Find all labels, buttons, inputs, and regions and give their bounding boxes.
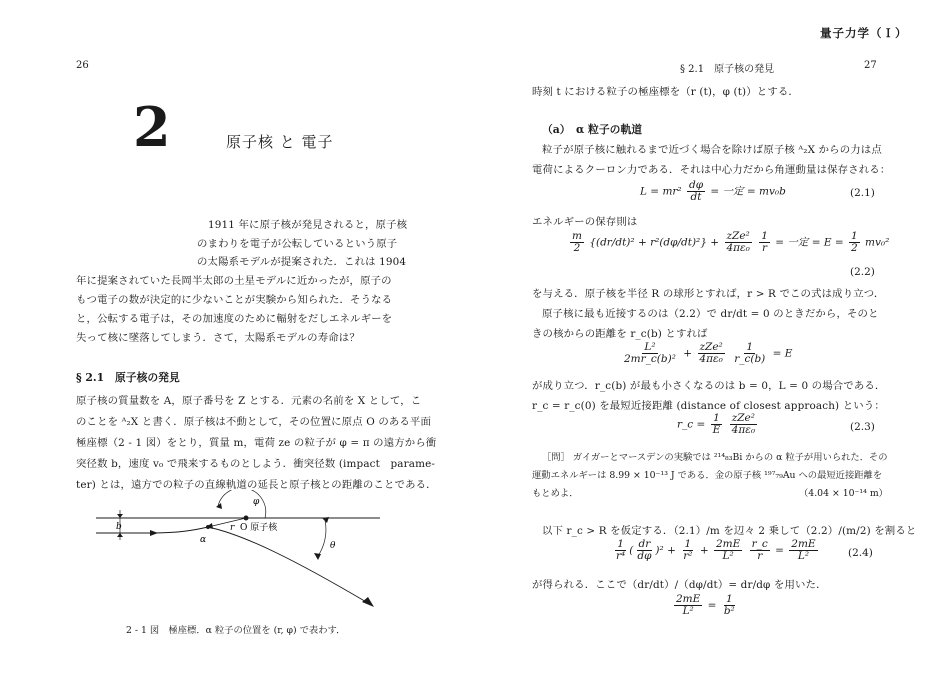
- left-page: [0, 0, 470, 685]
- intro-line: 年に提案されていた長岡半太郎の土星モデルに近かったが，原子の: [76, 275, 392, 287]
- r-label: r: [230, 523, 235, 533]
- equation-2-1: L = mr² $\frac{d\varphi}{dt}$ = 一定 = mv₀b: [640, 179, 786, 204]
- body-line: のことを ᴬ₂X と書く．原子核は不動として，その位置に原点 O のある平面: [76, 416, 432, 428]
- body-line: 原子核に最も近接するのは（2.2）で dr/dt = 0 のときだから，そのと: [542, 308, 879, 320]
- phi-label: φ: [253, 497, 260, 507]
- equation-number: (2.2): [850, 266, 875, 278]
- body-line: 極座標（2 - 1 図）をとり，質量 m，電荷 ze の粒子が φ = π の遠方から衝: [76, 437, 437, 449]
- body-line: を与える．原子核を半径 R の球形とすれば，r > R でこの式は成り立つ．: [532, 288, 885, 300]
- body-line: 粒子が原子核に触れるまで近づく場合を除けば原子核 ᴬ₂X からの力は点: [542, 144, 882, 156]
- section-heading: § 2.1 原子核の発見: [76, 371, 180, 384]
- problem-line: 運動エネルギーは 8.99 × 10⁻¹³ J である．金の原子核 ¹⁹⁷₇₉Au への最短近接距離を: [532, 470, 883, 481]
- figure-caption: 2 - 1 図 極座標．α 粒子の位置を (r, φ) で表わす．: [126, 625, 346, 636]
- intro-line: 失って核に墜落してしまう．さて，太陽系モデルの寿命は？: [76, 332, 360, 344]
- nucleus-label: O 原子核: [240, 523, 278, 533]
- alpha-particle: [206, 525, 210, 529]
- equation-2-2: $\frac{m}{2}$ {(dr/dt)² + r²(dφ/dt)²} + $\frac{\text{zZe²}}{\text{4πε₀}}$ $\frac{1}{r}$ = 一定 = E = $\frac{1}{2}$ mv₀²: [572, 230, 890, 255]
- trajectory-figure: [90, 490, 390, 615]
- intro-line: のまわりを電子が公転しているという原子: [197, 238, 398, 250]
- intro-line: の太陽系モデルが提案された．これは 1904: [197, 256, 407, 268]
- body-line: r_c = r_c(0) を最短近接距離 (distance of closest approach) という：: [532, 400, 885, 412]
- page-number-left: 26: [76, 60, 89, 71]
- intro-line: もつ電子の数が決定的に少ないことが実験から知られた．そうなる: [76, 294, 393, 306]
- page-number-right: 27: [864, 60, 877, 71]
- subsection-heading: （a） α 粒子の軌道: [542, 123, 643, 136]
- right-page: [472, 0, 945, 685]
- intro-line: 1911 年に原子核が発見されると，原子核: [208, 219, 408, 231]
- theta-arc: [318, 520, 326, 556]
- theta-label: θ: [330, 541, 336, 551]
- body-line: が成り立つ．r_c(b) が最も小さくなるのは b = 0，L = 0 の場合である．: [532, 380, 886, 392]
- body-line: 電荷によるクーロン力である．それは中心力だから角運動量は保存される：: [532, 164, 891, 176]
- body-line: が得られる．ここで（dr/dt）/（dφ/dt）= dr/dφ を用いた．: [532, 579, 827, 591]
- body-line: 時刻 t における粒子の極座標を（r (t)，φ (t)）とする．: [532, 86, 799, 98]
- equation-number: (2.1): [850, 187, 875, 199]
- outgoing-arrowhead: [362, 597, 374, 607]
- body-line: 以下 r_c > R を仮定する．（2.1）/m を辺々 2 乗して（2.2）/(m/2) を割ると: [542, 525, 917, 537]
- problem-line: ［問］ ガイガーとマースデンの実験では ²¹⁴₈₃Bi からの α 粒子が用いられた．その: [542, 452, 888, 463]
- intro-line: と，公転する電子は，その加速度のために輻射をだしエネルギーを: [76, 313, 393, 325]
- alpha-label: α: [200, 535, 207, 545]
- section-running-header: § 2.1 原子核の発見: [680, 64, 775, 75]
- equation-number: (2.4): [848, 547, 873, 559]
- equation-2-3: r_c = $\frac{1}{E}$ $\frac{\text{zZe²}}{\text{4πε₀}}$: [677, 412, 756, 437]
- equation-final: $\frac{2mE}{\text{L²}}$ = $\frac{1}{\text{b²}}$: [676, 593, 735, 618]
- equation-number: (2.3): [850, 421, 875, 433]
- body-line: エネルギーの保存則は: [532, 216, 638, 228]
- body-line: 原子核の質量数を A，原子番号を Z とする．元素の名前を X として，こ: [76, 395, 422, 407]
- problem-answer: （4.04 × 10⁻¹⁴ m）: [799, 488, 888, 499]
- b-label: b: [116, 522, 122, 532]
- equation-2-4: $\frac{1}{\text{r⁴}}$ ( $\frac{dr}{d\varphi}$ )² + $\frac{1}{\text{r²}}$ + $\frac{2mE}{\text{L²}}$ $\frac{r\_c}{r}$ = $\frac{2mE}{\text{L²}}$: [616, 538, 816, 563]
- equation-closest: $\frac{\text{L²}}{\text{2mr\_c(b)²}}$ + $\frac{\text{zZe²}}{\text{4πε₀}}$ $\frac{1}{r\_c(b)}$ = E: [624, 341, 793, 366]
- scattered-trajectory: [150, 527, 368, 603]
- body-line: 突径数 b，速度 v₀ で飛来するものとしよう．衝突径数 (impact parame-: [76, 458, 436, 470]
- body-line: きの核からの距離を r_c(b) とすれば: [532, 328, 708, 340]
- chapter-number: 2: [133, 95, 171, 159]
- problem-line: もとめよ．: [532, 488, 579, 499]
- running-title: 量子力学（Ｉ）: [820, 26, 908, 40]
- body-line: ter) とは，遠方での粒子の直線軌道の延長と原子核との距離のことである．: [76, 479, 437, 491]
- chapter-title: 原子核 と 電子: [226, 133, 334, 151]
